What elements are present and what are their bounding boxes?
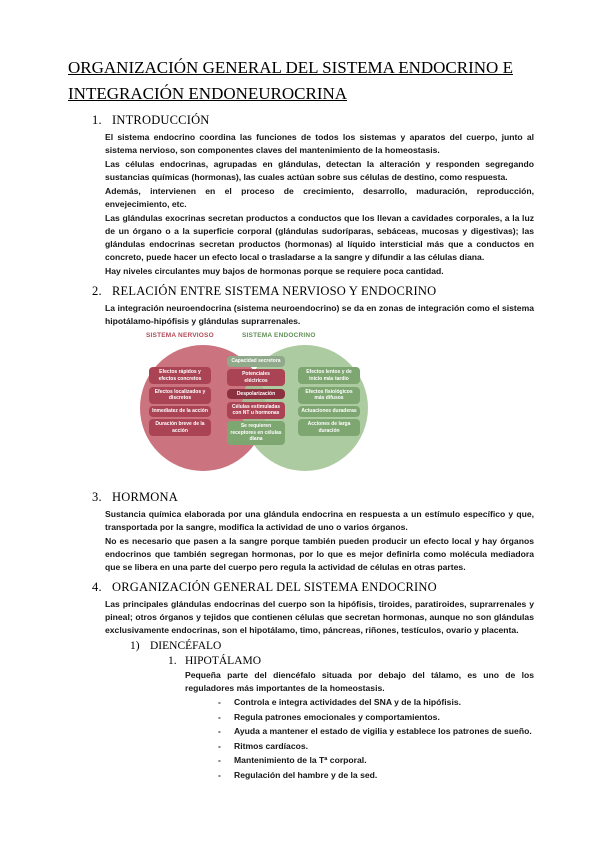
list-item — [218, 696, 534, 710]
subsection-number: 1. — [168, 655, 177, 667]
venn-box: Potenciales eléctricos — [227, 369, 285, 386]
venn-left-column — [149, 367, 211, 436]
bullet-marker: - — [218, 740, 221, 751]
section-title: HORMONA — [112, 490, 178, 504]
venn-box: Células estimuladas con NT u hormonas — [227, 402, 285, 419]
bullet-text: Mantenimiento de la Tª corporal. — [234, 755, 367, 765]
venn-box: Efectos localizados y discretos — [149, 387, 211, 404]
section-title: INTRODUCCIÓN — [112, 113, 210, 127]
bullet-marker: - — [218, 769, 221, 780]
venn-box: Duración breve de la acción — [149, 419, 211, 436]
section-title: ORGANIZACIÓN GENERAL DEL SISTEMA ENDOCRINO — [112, 580, 437, 594]
venn-box: Efectos rápidos y efectos concretos — [149, 367, 211, 384]
bullet-text: Ayuda a mantener el estado de vigilia y establece los patrones de sueño. — [234, 726, 532, 736]
list-item — [218, 740, 534, 754]
section-heading — [92, 490, 534, 505]
list-item — [218, 711, 534, 725]
bullet-text: Ritmos cardíacos. — [234, 740, 309, 751]
paragraph: Pequeña parte del diencéfalo situada por debajo del tálamo, es uno de los reguladores más importantes de la homeostasis. — [185, 670, 534, 693]
venn-box: Actuaciones duraderas — [298, 406, 360, 417]
section-heading — [92, 284, 534, 299]
venn-left-title: SISTEMA NERVIOSO — [146, 332, 214, 339]
subsection-hipotalamo-heading — [168, 655, 534, 667]
paragraph: Sustancia química elaborada por una glándula endocrina en respuesta a un estímulo específico y que, transportada por la sangre, modifica la actividad de uno o varios órganos. — [105, 509, 534, 532]
section-organizacion — [68, 580, 534, 782]
section-number: 1. — [92, 113, 102, 127]
section-introduccion — [68, 113, 534, 278]
bullet-marker: - — [218, 726, 221, 736]
venn-box: Efectos fisiológicos más difusos — [298, 387, 360, 404]
document-title-line-2: INTEGRACIÓN ENDONEUROCRINA — [68, 83, 348, 103]
section-number: 4. — [92, 580, 102, 594]
venn-right-column — [298, 367, 360, 436]
subsection-number: 1) — [130, 640, 140, 652]
paragraph: Además, intervienen en el proceso de crecimiento, desarrollo, maduración, reproducción, envejecimiento, etc. — [105, 186, 534, 209]
section-heading — [92, 113, 534, 128]
subsection-title: DIENCÉFALO — [150, 640, 222, 652]
list-item — [218, 769, 534, 783]
paragraph: Las principales glándulas endocrinas del cuerpo son la hipófisis, tiroides, paratiroides, suprarrenales y pineal; otros órganos y tejidos que contienen células que secretan hormonas, aunque no son glándulas exclusivamente endocrinas, son el hipotálamo, timo, páncreas, riñones, testículos, ovario y placenta. — [105, 599, 534, 635]
paragraph: Las glándulas exocrinas secretan productos a conductos que los llevan a cavidades corporales, a la luz de un órgano o a la superficie corporal (glándulas sudoríparas, sebáceas, mucosas y digestivas); las glándulas endocrinas secretan productos (hormonas) al líquido intersticial más que a conductos en concreto, puede hacer un efecto local o trasladarse a la sangre y difundir a las células diana. — [105, 213, 534, 262]
venn-box: Inmediatez de la acción — [149, 406, 211, 417]
venn-box: Efectos lentos y de inicio más tardío — [298, 367, 360, 384]
venn-box: Se requieren receptores en células diana — [227, 421, 285, 445]
venn-box: Capacidad secretora — [227, 356, 285, 367]
document-title — [68, 55, 534, 106]
venn-box: Despolarización — [227, 389, 285, 400]
paragraph: El sistema endocrino coordina las funciones de todos los sistemas y aparatos del cuerpo, junto al sistema nervioso, son componentes claves del mantenimiento de la homeostasis. — [105, 132, 534, 155]
section-relacion — [68, 284, 534, 482]
section-hormona — [68, 490, 534, 574]
list-item — [218, 725, 534, 739]
section-number: 2. — [92, 284, 102, 298]
paragraph: No es necesario que pasen a la sangre porque también pueden producir un efecto local y hay órganos endocrinos que también segregan hormonas, por lo que es mejor definirla como molécula mediadora que se libera en una parte del cuerpo pero regula la actividad de células en otras partes. — [105, 536, 534, 572]
bullet-text: Regula patrones emocionales y comportamientos. — [234, 711, 440, 722]
section-heading — [92, 580, 534, 595]
document-title-line-1: ORGANIZACIÓN GENERAL DEL SISTEMA ENDOCRINO E — [68, 58, 513, 77]
venn-right-title: SISTEMA ENDOCRINO — [242, 332, 316, 339]
bullet-marker: - — [218, 755, 221, 765]
section-title: RELACIÓN ENTRE SISTEMA NERVIOSO Y ENDOCRINO — [112, 284, 437, 298]
section-number: 3. — [92, 490, 102, 504]
venn-diagram — [140, 332, 374, 482]
hipotalamo-bullet-list — [218, 696, 534, 782]
paragraph: Hay niveles circulantes muy bajos de hormonas porque se requiere poca cantidad. — [105, 266, 444, 276]
paragraph: Las células endocrinas, agrupadas en glándulas, detectan la alteración y responden segregando sustancias químicas (hormonas), las cuales actúan sobre sus células de destino, como respuesta. — [105, 159, 534, 182]
venn-box: Acciones de larga duración — [298, 419, 360, 436]
subsection-title: HIPOTÁLAMO — [185, 655, 262, 667]
bullet-text: Controla e integra actividades del SNA y de la hipófisis. — [234, 697, 461, 707]
bullet-marker: - — [218, 697, 221, 707]
bullet-text: Regulación del hambre y de la sed. — [234, 769, 378, 780]
subsection-diencefalo-heading — [130, 640, 534, 652]
bullet-marker: - — [218, 711, 221, 722]
paragraph: La integración neuroendocrina (sistema neuroendocrino) se da en zonas de integración como el sistema hipotálamo-hipófisis y glándulas suprarrenales. — [105, 303, 534, 326]
venn-center-column — [227, 356, 285, 445]
list-item — [218, 754, 534, 768]
